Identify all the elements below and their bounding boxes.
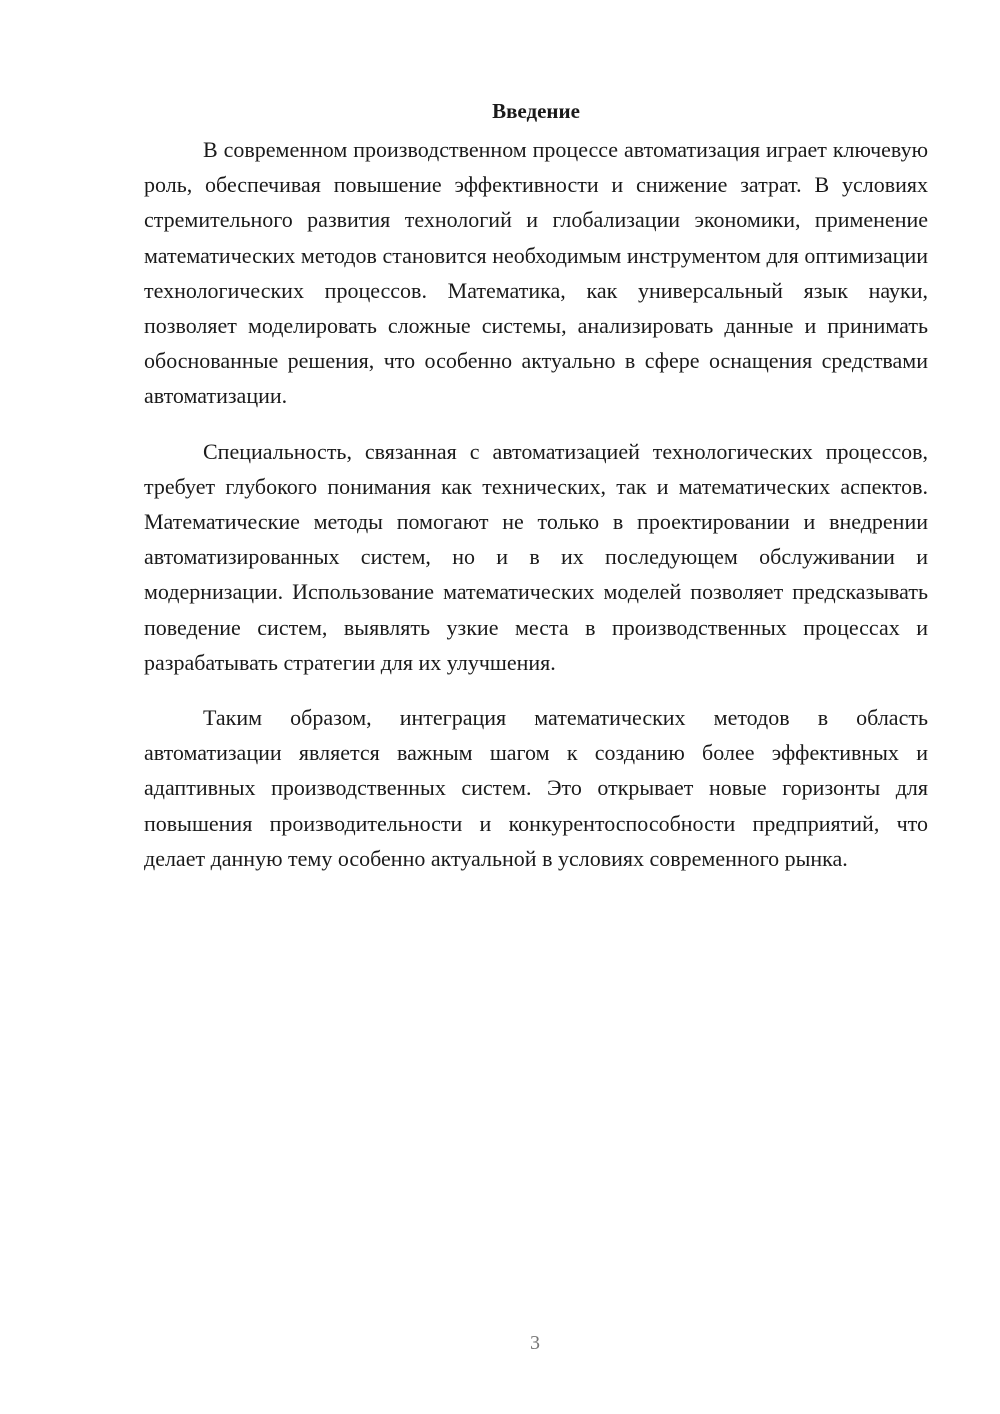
- paragraph-2: Специальность, связанная с автоматизацией технологических процессов, требует глубокого понимания как технических, так и математических аспектов. Математические методы помогают не только в проектировании и внедрении автоматизированных систем, но и в их последующем обслуживании и модернизации. Использование математических моделей позволяет предсказывать поведение систем, выявлять узкие места в производственных процессах и разрабатывать стратегии для их улучшения.: [144, 438, 928, 675]
- document-body: [144, 96, 928, 896]
- paragraph-3: Таким образом, интеграция математических методов в область автоматизации является важным шагом к созданию более эффективных и адаптивных производственных систем. Это открывает новые горизонты для повышения производительности и конкурентоспособности предприятий, что делает данную тему особенно актуальной в условиях современного рынка.: [144, 705, 928, 871]
- paragraph-1: В современном производственном процессе автоматизация играет ключевую роль, обеспечивая повышение эффективности и снижение затрат. В условиях стремительного развития технологий и глобализации экономики, применение математических методов становится необходимым инструментом для оптимизации технологических процессов. Математика, как универсальный язык науки, позволяет моделировать сложные системы, анализировать данные и принимать обоснованные решения, что особенно актуально в сфере оснащения средствами автоматизации.: [144, 137, 928, 409]
- page-number: 3: [530, 1332, 540, 1354]
- section-title: Введение: [492, 99, 580, 123]
